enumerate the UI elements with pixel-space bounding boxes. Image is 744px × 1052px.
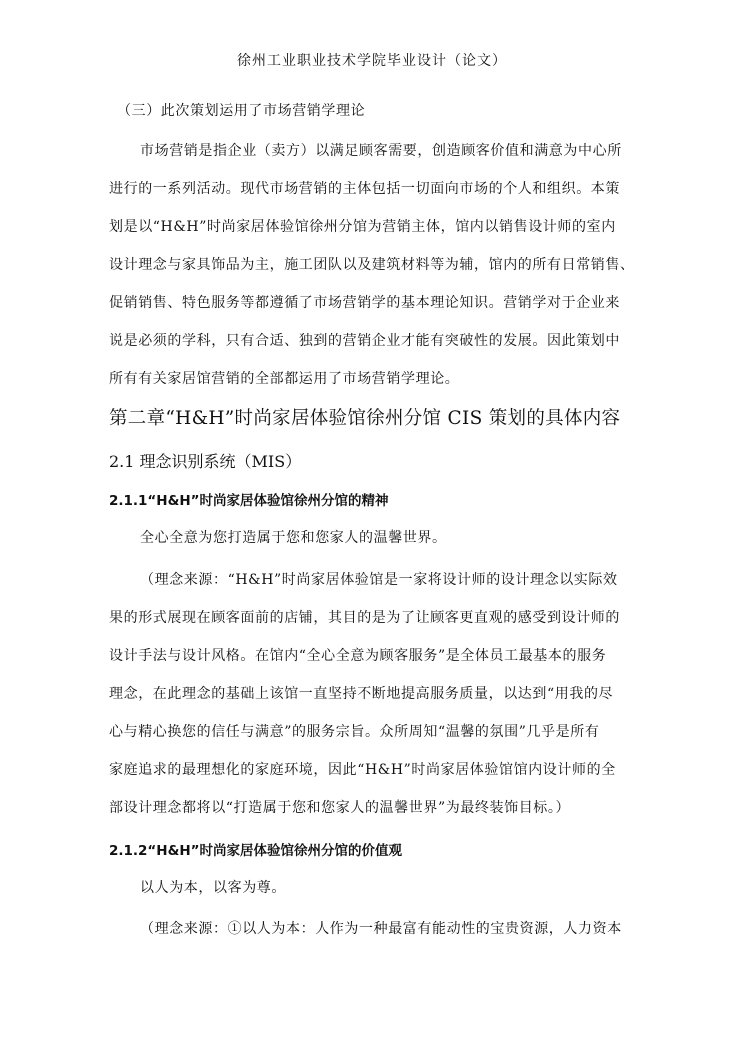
para2-line: 心与精心换您的信任与满意”的服务宗旨。众所周知“温馨的氛围”几乎是所有: [109, 724, 600, 740]
chapter-title: 第二章“H&H”时尚家居体验馆徐州分馆 CIS 策划的具体内容: [109, 408, 621, 429]
subsection-title-2-1-2: 2.1.2“H&H”时尚家居体验馆徐州分馆的价值观: [109, 843, 403, 859]
para1-line: 市场营销是指企业（卖方）以满足顾客需要，创造顾客价值和满意为中心所: [140, 143, 622, 159]
para2-line: 设计手法与设计风格。在馆内“全心全意为顾客服务”是全体员工最基本的服务: [109, 648, 607, 664]
spirit-statement: 全心全意为您打造属于您和您家人的温馨世界。: [140, 530, 447, 546]
para1-line: 划是以“H&H”时尚家居体验馆徐州分馆为营销主体，馆内以销售设计师的室内: [109, 219, 616, 235]
para2-line: 家庭追求的最理想化的家庭环境，因此“H&H”时尚家居体验馆馆内设计师的全: [109, 762, 616, 778]
para1-line: 所有有关家居馆营销的全部都运用了市场营销学理论。: [109, 371, 460, 387]
section-title-2-1: 2.1 理念识别系统（MIS）: [109, 452, 302, 471]
values-statement: 以人为本，以客为尊。: [140, 880, 286, 896]
para3-line: （理念来源：①以人为本：人作为一种最富有能动性的宝贵资源，人力资本: [140, 921, 622, 937]
page-header: 徐州工业职业技术学院毕业设计（论文）: [237, 53, 507, 69]
para2-line: 部设计理念都将以“打造属于您和您家人的温馨世界”为最终装饰目标。）: [109, 800, 571, 816]
section-intro-heading: （三）此次策划运用了市场营销学理论: [117, 103, 366, 119]
subsection-title-2-1-1: 2.1.1“H&H”时尚家居体验馆徐州分馆的精神: [109, 493, 389, 509]
para1-line: 进行的一系列活动。现代市场营销的主体包括一切面向市场的个人和组织。本策: [109, 181, 620, 197]
para1-line: 促销销售、特色服务等都遵循了市场营销学的基本理论知识。营销学对于企业来: [109, 295, 620, 311]
para2-line: （理念来源：“H&H”时尚家居体验馆是一家将设计师的设计理念以实际效: [140, 572, 618, 588]
para2-line: 果的形式展现在顾客面前的店铺，其目的是为了让顾客更直观的感受到设计师的: [109, 610, 620, 626]
para1-line: 说是必须的学科，只有合适、独到的营销企业才能有突破性的发展。因此策划中: [109, 333, 620, 349]
para2-line: 理念，在此理念的基础上该馆一直坚持不断地提高服务质量，以达到“用我的尽: [109, 686, 614, 702]
para1-line: 设计理念与家具饰品为主，施工团队以及建筑材料等为辅，馆内的所有日常销售、: [109, 257, 635, 273]
